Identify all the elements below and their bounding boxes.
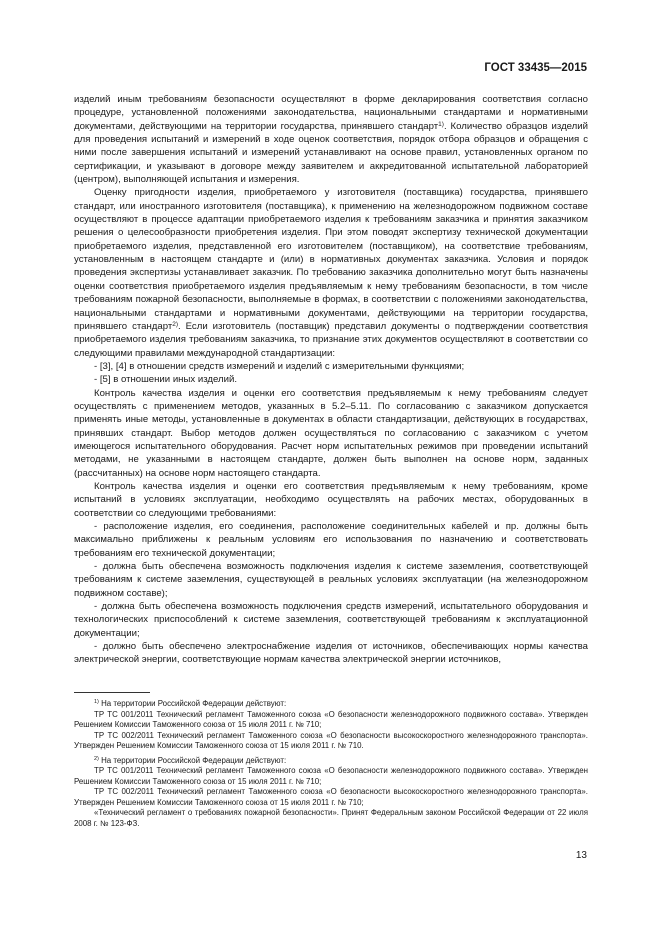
list-item: - должно быть обеспечено электроснабжение изделия от источников, обеспечивающих нормы качества электрической энергии, соответствующие нормам качества электрической энергии источников, — [74, 641, 588, 666]
list-item: - должна быть обеспечена возможность подключения средств измерений, испытательного оборудования и технологических приспособлений к системе заземления, соответствующей требованиям к эксплуатационной документации; — [74, 601, 588, 639]
footnote: ТР ТС 001/2011 Технический регламент Таможенного союза «О безопасности железнодорожного подвижного состава». Утвержден Решением Комиссии Таможенного союза от 15 июля 2011 г. № 710; — [74, 766, 588, 786]
standard-number: ГОСТ 33435—2015 — [484, 62, 587, 74]
footnote: ТР ТС 002/2011 Технический регламент Таможенного союза «О безопасности высокоскоростного железнодорожного транспорта». Утвержден Решением Комиссии Таможенного союза от 15 июля 2011 г. № 710. — [74, 730, 588, 751]
paragraph: изделий иным требованиям безопасности осуществляют в форме декларирования соответствия согласно процедуре, установленной положениями законодательства, национальными стандартами и нормативными документами, действующими на территории государства, принявшего стандарт$^{1)}$. Количество образцов изделий для проведения испытаний и измерений в ходе оценок соответствия, порядок отбора образцов и обращения с ними после завершения испытаний и измерений устанавливают на основе правил, установленных органом по сертификации, и указывают в договоре между заявителем и аккредитованной испытательной лабораторией (центром), выполняющей испытания и измерения. — [74, 94, 588, 186]
footnotes — [74, 699, 588, 830]
footnote: $^{1)}$ На территории Российской Федерации действуют: — [94, 699, 287, 708]
footnote-mark: 1) — [94, 699, 99, 705]
footnote: ТР ТС 002/2011 Технический регламент Таможенного союза «О безопасности высокоскоростного железнодорожного транспорта». Утвержден Решением Комиссии Таможенного союза от 15 июля 2011 г. № 710; — [74, 787, 588, 807]
footnote: «Технический регламент о требованиях пожарной безопасности». Принят Федеральным законом Российской Федерации от 22 июля 2008 г. № 123-ФЗ. — [74, 808, 588, 829]
list-item: - [3], [4] в отношении средств измерений и изделий с измерительными функциями; — [94, 360, 465, 372]
list-item: - должна быть обеспечена возможность подключения изделия к системе заземления, соответствующей требованиям к системе заземления, существующей в реальных условиях эксплуатации (на железнодорожном подвижном составе); — [74, 561, 588, 599]
paragraph: Контроль качества изделия и оценки его соответствия предъявляемым к нему требованиям следует осуществлять с применением методов, указанных в 5.2–5.11. По согласованию с заказчиком допускается применять иные методы, установленные в документах в области стандартизации, действующих в государствах, принявших стандарт. Выбор методов должен осуществляться по согласованию с заказчиком с учетом имеющегося испытательного оборудования. Расчет норм испытательных режимов при проведении испытаний методами, не указанными в настоящем стандарте, должен быть выполнен на основе норм, заданных (рассчитанных) на основе норм настоящего стандарта. — [74, 387, 588, 479]
body-text — [74, 93, 588, 667]
footnote-ref[interactable]: 1) — [438, 120, 444, 128]
footnote-divider — [74, 692, 150, 693]
footnote-ref[interactable]: 2) — [172, 320, 179, 328]
footnote: ТР ТС 001/2011 Технический регламент Таможенного союза «О безопасности железнодорожного подвижного состава». Утвержден Решением Комиссии Таможенного союза от 15 июля 2011 г. № 710; — [74, 709, 588, 730]
paragraph: Контроль качества изделия и оценки его соответствия предъявляемым к нему требованиям, кроме испытаний в условиях эксплуатации, необходимо осуществлять на рабочих местах, оборудованных в соответствии со следующими требованиями: — [74, 480, 588, 519]
footnote: $^{2)}$ На территории Российской Федерации действуют: — [94, 755, 287, 765]
paragraph: Оценку пригодности изделия, приобретаемого у изготовителя (поставщика) государства, принявшего стандарт, или иностранного изготовителя (поставщика), к применению на железнодорожном подвижном составе осуществляют в процессе адаптации приобретаемого изделия к требованиям заказчика и принятия заказчиком решения о целесообразности приобретения изделия. При этом поводят экспертизу технической документации приобретаемого изделия, представленной его изготовителем (поставщиком), на соответствие требованиям, установленным в настоящем стандарте и (или) в нормативных документах заказчика. Условия и порядок проведения экспертизы устанавливает заказчик. По требованию заказчика дополнительно могут быть назначены оценки соответствия приобретаемого изделия предъявляемым к нему требованиям безопасности, в том числе требованиям пожарной безопасности, выполняемые в формах, в соответствии с положениями законодательства, национальными стандартами и нормативными документами, действующими на территории государства, принявшего стандарт$^{2)}$. Если изготовитель (поставщик) представил документы о подтверждении соответствия приобретаемого изделия требованиям заказчика, то признание этих документов осуществляют в соответствии со следующими правилами международной стандартизации: — [74, 187, 588, 359]
list-item: - [5] в отношении иных изделий. — [94, 374, 237, 386]
footnote-mark: 2) — [94, 755, 99, 762]
list-item: - расположение изделия, его соединения, расположение соединительных кабелей и пр. должны быть максимально приближены к реальным условиям его использования по назначению и соответствовать требованиям его технической документации; — [74, 521, 588, 559]
page-number: 13 — [575, 850, 587, 861]
